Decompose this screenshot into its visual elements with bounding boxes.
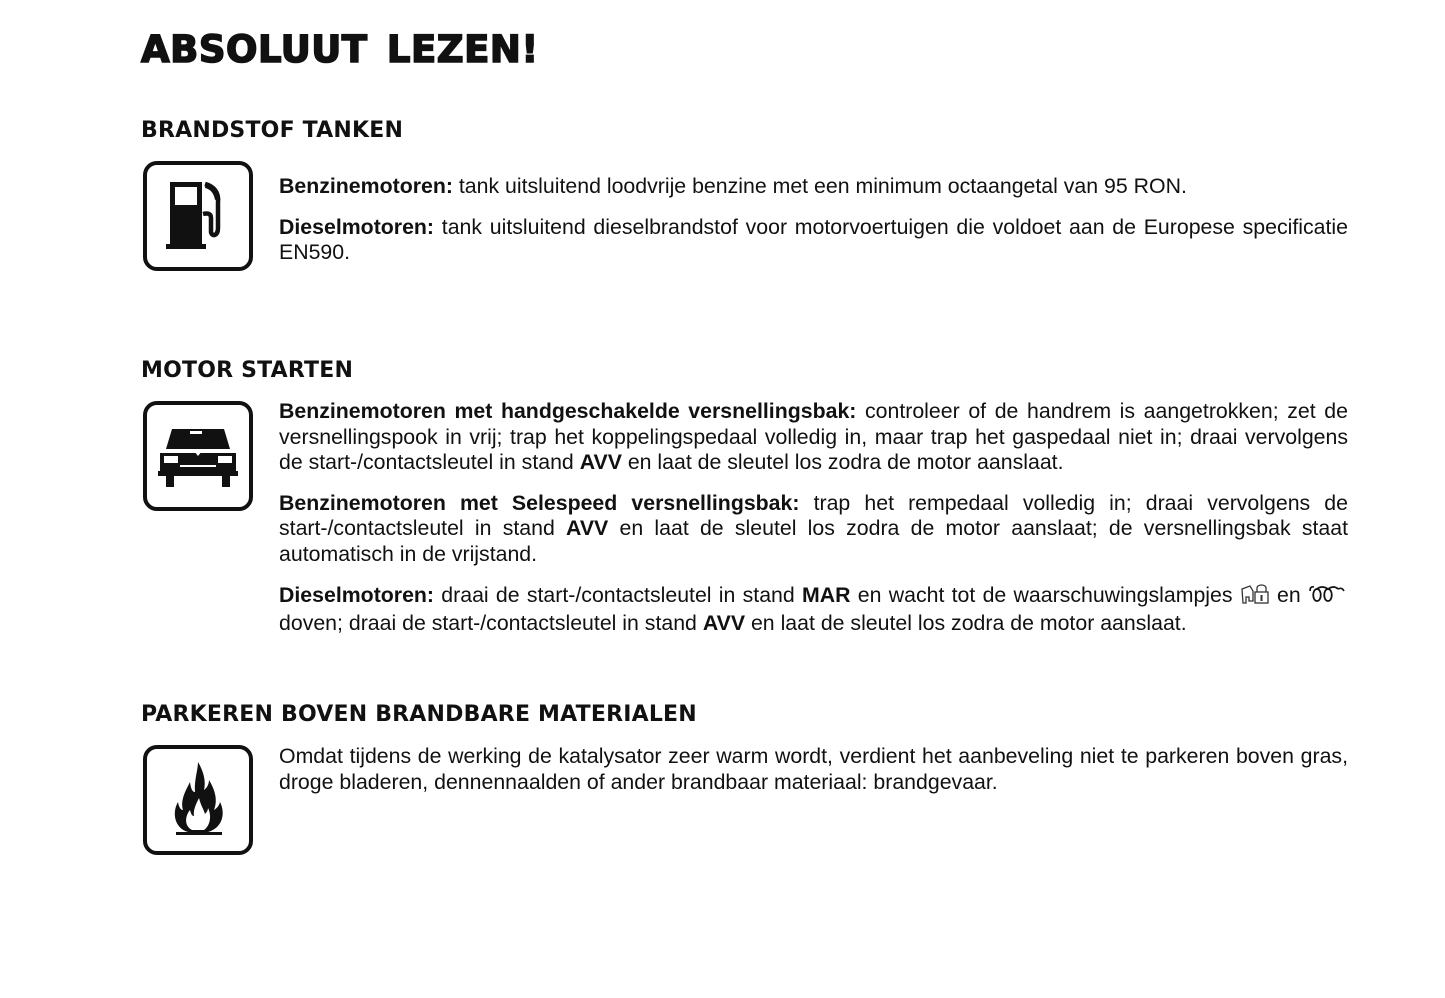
keyword-avv: AVV <box>566 516 609 541</box>
paragraph-text: en laat de sleutel los zodra de motor aanslaat. <box>745 611 1187 636</box>
section-body <box>279 399 1348 637</box>
paragraph-lead: Dieselmotoren: <box>279 582 435 607</box>
paragraph-text: en wacht tot de waarschuwingslampjes <box>850 582 1240 607</box>
fuel-icon-box <box>143 161 253 271</box>
paragraph-text: tank uitsluitend dieselbrandstof voor motorvoertuigen die voldoet aan de Europese specificatie EN590. <box>279 214 1348 265</box>
paragraph-text: controleer of de handrem is aangetrokken; zet de versnellingspook in vrij; trap het koppelingspedaal volledig in, maar trap het gaspedaal niet in; draai vervolgens de start-/contactsleutel in stand <box>279 399 1348 475</box>
immobilizer-lock-icon <box>1240 583 1270 612</box>
paragraph-lead: Benzinemotoren met handgeschakelde versnellingsbak: <box>279 399 857 423</box>
section-heading: BRANDSTOF TANKEN <box>141 118 404 143</box>
flame-icon-box <box>143 745 253 855</box>
paragraph-text: en laat de sleutel los zodra de motor aanslaat. <box>621 450 1064 475</box>
keyword-avv: AVV <box>702 611 746 636</box>
paragraph-text: draai de start-/contactsleutel in stand <box>434 582 802 607</box>
paragraph-diesel-start <box>279 583 1348 637</box>
paragraph-text: en laat de sleutel los zodra de motor aanslaat; de versnellingsbak staat automatisch in de vrijstand. <box>279 516 1349 566</box>
paragraph-lead: Dieselmotoren: <box>279 214 435 239</box>
paragraph-petrol <box>279 174 1348 200</box>
keyword-mar: MAR <box>802 582 851 607</box>
car-icon-box <box>143 401 253 511</box>
paragraph-lead: Benzinemotoren met Selespeed versnellingsbak: <box>279 490 800 515</box>
paragraph-lead: Benzinemotoren: <box>279 174 453 198</box>
flame-icon <box>168 760 228 840</box>
section-heading: MOTOR STARTEN <box>141 358 354 383</box>
section-body <box>279 744 1348 795</box>
section-body <box>279 174 1348 266</box>
section-heading: PARKEREN BOVEN BRANDBARE MATERIALEN <box>141 702 697 727</box>
fuel-pump-icon <box>163 178 233 254</box>
glow-plug-icon <box>1308 585 1348 612</box>
paragraph-text: en <box>1269 582 1309 607</box>
car-front-icon <box>158 423 238 489</box>
paragraph-petrol-manual <box>279 399 1348 476</box>
paragraph-text: trap het rempedaal volledig in; draai vervolgens de start-/contactsleutel in stand <box>279 490 1348 541</box>
paragraph-text: doven; draai de start-/contactsleutel in stand <box>279 611 703 636</box>
paragraph-text: tank uitsluitend loodvrije benzine met een minimum octaangetal van 95 RON. <box>452 174 1187 198</box>
keyword-avv: AVV <box>579 450 622 475</box>
page-title: ABSOLUUT LEZEN! <box>141 28 539 71</box>
paragraph-petrol-selespeed <box>279 491 1348 568</box>
paragraph-catalyst-warning: Omdat tijdens de werking de katalysator zeer warm wordt, verdient het aanbeveling niet te parkeren boven gras, droge bladeren, dennennaalden of ander brandbaar materiaal: brandgevaar. <box>279 744 1348 794</box>
paragraph-diesel <box>279 215 1348 266</box>
